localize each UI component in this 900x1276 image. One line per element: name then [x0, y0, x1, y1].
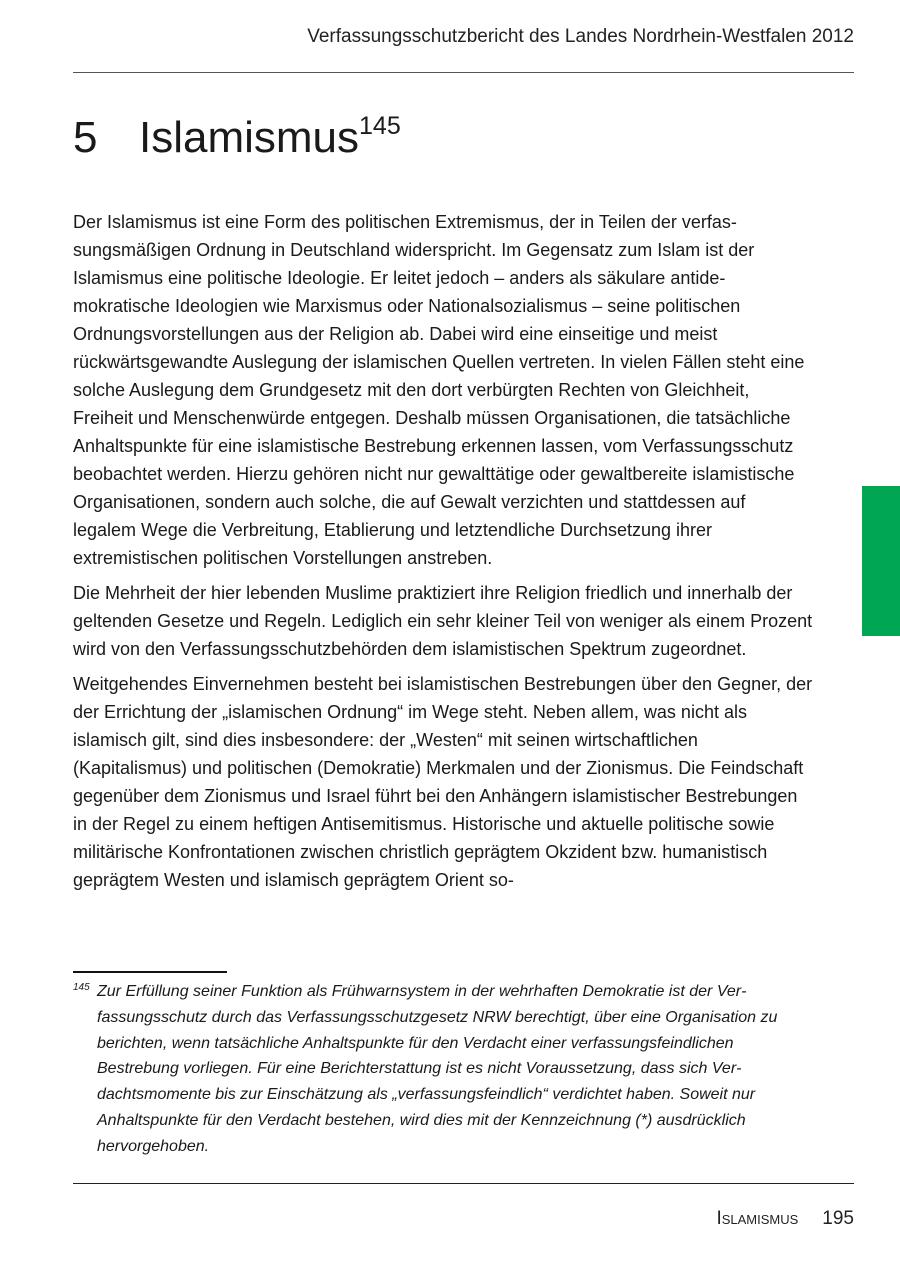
- chapter-heading: [73, 113, 401, 163]
- footnote-number: 145: [73, 982, 90, 993]
- footer-divider: [73, 1183, 854, 1184]
- chapter-title: Islamismus: [139, 113, 360, 162]
- running-header: Verfassungsschutzbericht des Landes Nordrhein-Westfalen 2012: [307, 26, 854, 47]
- chapter-footnote-ref: 145: [359, 112, 401, 140]
- paragraph-1: Der Islamismus ist eine Form des politischen Extremismus, der in Teilen der verfassungsmäßigen Ordnung in Deutschland widerspricht. Im Gegensatz zum Islam ist der Islamismus eine politische Ideologie. Er leitet jedoch – anders als säkulare antidemokratische Ideologien wie Marxismus oder Nationalsozialismus – seine politischen Ordnungsvorstellungen aus der Religion ab. Dabei wird eine einseitige und meist rückwärtsgewandte Auslegung der islamischen Quellen vertreten. In vielen Fällen steht eine solche Auslegung dem Grundgesetz mit den dort verbürgten Rechten von Gleichheit, Freiheit und Menschenwürde entgegen. Deshalb müssen Organisationen, die tatsächliche Anhaltspunkte für eine islamistische Bestrebung erkennen lassen, vom Verfassungsschutz beobachtet werden. Hierzu gehören nicht nur gewalttätige oder gewaltbereite islamistische Organisationen, sondern auch solche, die auf Gewalt verzichten und stattdessen auf legalem Wege die Verbreitung, Etablierung und letztendliche Durchsetzung ihrer extremistischen politischen Vorstellungen anstreben.: [73, 212, 805, 568]
- page-number: 195: [822, 1208, 854, 1229]
- body-text: [73, 208, 813, 894]
- paragraph-3: Weitgehendes Einvernehmen besteht bei islamistischen Bestrebungen über den Gegner, der der Errichtung der „islamischen Ordnung“ im Wege steht. Neben allem, was nicht als islamisch gilt, sind dies insbesondere: der „Westen“ mit seinen wirtschaftlichen (Kapitalismus) und politischen (Demokratie) Merkmalen und der Zionismus. Die Feindschaft gegenüber dem Zionismus und Israel führt bei den Anhängern islamistischer Bestrebungen in der Regel zu einem heftigen Antisemitismus. Historische und aktuelle politische sowie militärische Konfrontationen zwischen christlich geprägtem Okzident bzw. humanistisch geprägtem Westen und islamisch geprägtem Orient so-: [73, 674, 813, 890]
- footnote: [73, 979, 813, 1160]
- chapter-side-tab: [862, 486, 900, 636]
- paragraph-2: Die Mehrheit der hier lebenden Muslime praktiziert ihre Religion friedlich und innerhalb der geltenden Gesetze und Regeln. Lediglich ein sehr kleiner Teil von weniger als einem Prozent wird von den Verfassungsschutzbehörden dem islamistischen Spektrum zugeordnet.: [73, 583, 813, 659]
- footer-section-title: Islamismus: [716, 1208, 799, 1229]
- page-footer: [716, 1208, 854, 1230]
- footnote-text: Zur Erfüllung seiner Funktion als Frühwarnsystem in der wehrhaften Demokratie ist der Verfassungsschutz durch das Verfassungsschutzgesetz NRW berechtigt, über eine Organisation zu berichten, wenn tatsächliche Anhaltspunkte für den Verdacht einer verfassungsfeindlichen Bestrebung vorliegen. Für eine Berichterstattung ist es nicht Voraussetzung, dass sich Verdachtsmomente bis zur Einschätzung als „verfassungsfeindlich“ verdichtet haben. Soweit nur Anhaltspunkte für den Verdacht bestehen, wird dies mit der Kennzeichnung (*) ausdrücklich hervorgehoben.: [97, 983, 778, 1155]
- chapter-number: 5: [73, 113, 98, 162]
- header-divider: [73, 72, 854, 73]
- footnote-divider: [73, 971, 227, 973]
